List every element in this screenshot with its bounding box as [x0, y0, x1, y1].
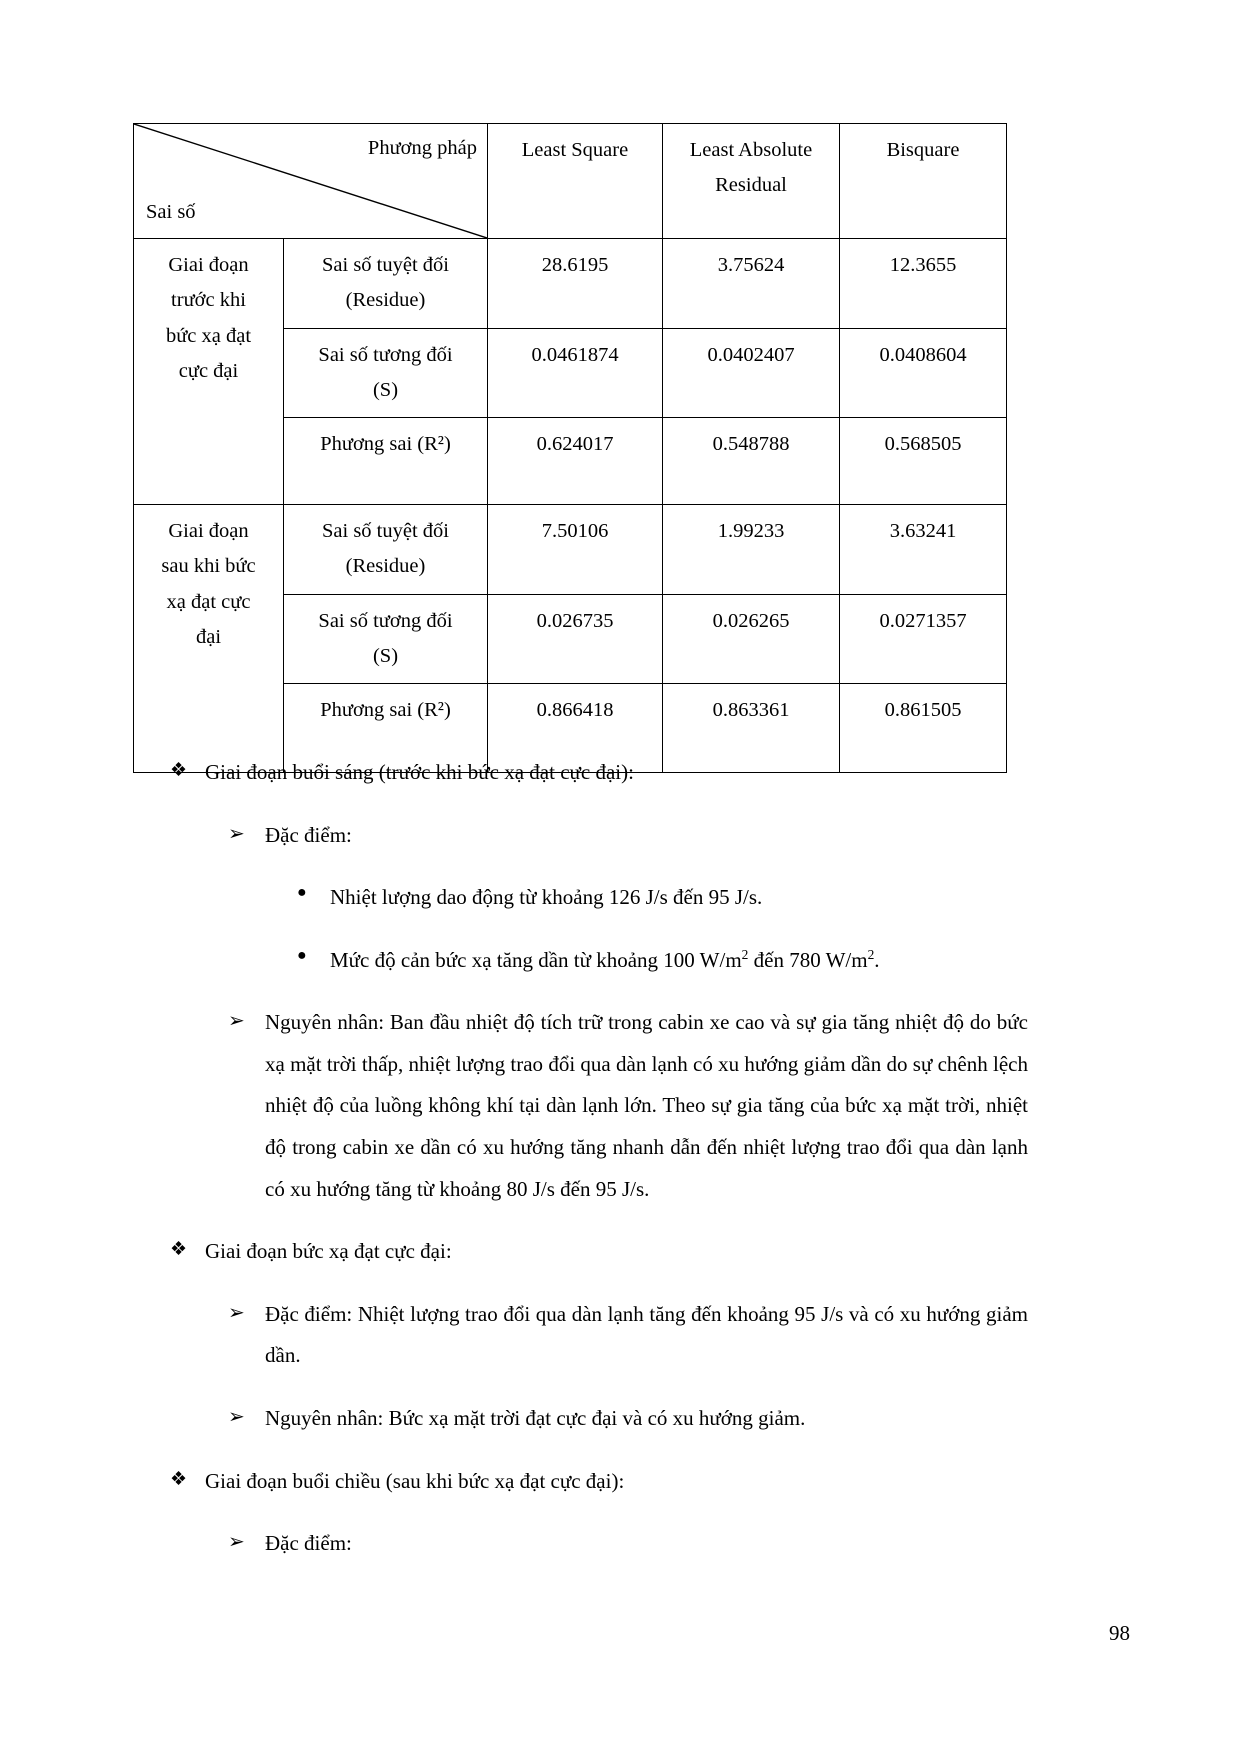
metric-line: Sai số tuyệt đối [322, 254, 449, 276]
group-label-line: bức xạ đạt [165, 324, 252, 347]
cell-value: 12.3655 [840, 239, 1007, 329]
arrow-bullet-icon: ➢ [228, 1010, 245, 1033]
bullet-text: Nguyên nhân: Ban đầu nhiệt độ tích trữ trong cabin xe cao và sự gia tăng nhiệt độ do bức xạ mặt trời thấp, nhiệt lượng trao đổi qua dàn lạnh có xu hướng giảm dần do sự chênh lệch nhiệt độ của luồng không khí tại dàn lạnh lớn. Theo sự gia tăng của bức xạ mặt trời, nhiệt độ trong cabin xe dần có xu hướng tăng nhanh dẫn đến nhiệt lượng trao đổi qua dàn lạnh có xu hướng tăng từ khoảng 80 J/s đến 95 J/s. [265, 1010, 1028, 1201]
cell-value: 0.0271357 [840, 594, 1007, 684]
cell-value: 7.50106 [488, 505, 663, 595]
unit-superscript: 2 [867, 946, 875, 962]
diamond-bullet-icon: ❖ [170, 1468, 188, 1490]
group-label-line: trước khi [171, 289, 246, 312]
cell-value: 0.026265 [663, 594, 840, 684]
bullet-text: Giai đoạn buổi chiều (sau khi bức xạ đạt cực đại): [205, 1468, 625, 1493]
bullet-section-peak [0, 1231, 1240, 1273]
dot-bullet-icon: ● [297, 946, 307, 964]
diamond-bullet-icon: ❖ [170, 1239, 188, 1261]
diamond-bullet-icon: ❖ [170, 760, 188, 781]
metric-line: (Residue) [345, 555, 426, 578]
table-header-row [134, 124, 1007, 239]
cell-value: 0.861505 [840, 684, 1007, 773]
comparison-table-container [133, 123, 1006, 773]
arrow-bullet-icon: ➢ [228, 1405, 245, 1428]
group-label-line: cực đại [178, 359, 239, 382]
metric-line: (Residue) [345, 289, 426, 312]
group-label-before-peak [134, 239, 284, 505]
bullet-morning-cause [0, 1002, 1240, 1210]
group-label-line: xạ đạt cực [166, 590, 251, 613]
arrow-bullet-icon: ➢ [228, 1531, 245, 1554]
bullet-text: Giai đoạn bức xạ đạt cực đại: [205, 1239, 452, 1264]
cell-value: 0.624017 [488, 418, 663, 505]
bullet-morning-feature-1 [0, 877, 1240, 919]
unit-superscript: 2 [741, 946, 749, 962]
bullet-peak-cause [0, 1398, 1240, 1440]
table-row [134, 239, 1007, 329]
bullet-text: Đặc điểm: Nhiệt lượng trao đổi qua dàn lạnh tăng đến khoảng 95 J/s và có xu hướng giảm dần. [265, 1301, 1028, 1368]
cell-value: 0.0461874 [488, 328, 663, 418]
dot-bullet-icon: ● [297, 884, 307, 902]
error-comparison-table [133, 123, 1007, 773]
bullet-text: Đặc điểm: [265, 822, 352, 847]
bullet-morning-feature-2 [0, 940, 1240, 982]
cell-value: 28.6195 [488, 239, 663, 329]
table-row [134, 505, 1007, 595]
bullet-text: Giai đoạn buổi sáng (trước khi bức xạ đạt cực đại): [205, 760, 634, 784]
arrow-bullet-icon: ➢ [228, 1301, 245, 1324]
cell-value: 0.866418 [488, 684, 663, 773]
bullet-text: Đặc điểm: [265, 1531, 352, 1556]
diagonal-header-cell [134, 124, 488, 239]
group-label-line: Giai đoạn [168, 520, 249, 542]
metric-label-residue [284, 505, 488, 595]
bullet-text-part: Mức độ cản bức xạ tăng dần từ khoảng 100 W/m [330, 947, 742, 972]
cell-value: 3.63241 [840, 505, 1007, 595]
cell-value: 0.548788 [663, 418, 840, 505]
header-bisquare: Bisquare [840, 124, 1007, 239]
metric-label-relative-error [284, 594, 488, 684]
group-label-line: sau khi bức [161, 555, 256, 578]
page-number: 98 [1109, 1621, 1130, 1645]
metric-line: Sai số tương đối [318, 609, 453, 632]
bullet-morning-features-label [0, 815, 1240, 857]
metric-label-residue [284, 239, 488, 329]
cell-value: 0.0408604 [840, 328, 1007, 418]
group-label-line: Giai đoạn [168, 254, 249, 276]
metric-line: (S) [372, 644, 399, 667]
bullet-text: Nguyên nhân: Bức xạ mặt trời đạt cực đại và có xu hướng giảm. [265, 1405, 806, 1430]
cell-value: 0.863361 [663, 684, 840, 773]
bullet-section-morning [0, 752, 1240, 794]
bullet-afternoon-features-label [0, 1523, 1240, 1565]
metric-label-relative-error [284, 328, 488, 418]
cell-value: 0.026735 [488, 594, 663, 684]
bullet-section-afternoon [0, 1461, 1240, 1503]
header-method-label: Phương pháp [367, 137, 477, 159]
metric-label-variance: Phương sai (R²) [284, 684, 488, 773]
metric-line: (S) [372, 378, 399, 401]
group-label-after-peak [134, 505, 284, 773]
header-error-label: Sai số [146, 200, 196, 223]
cell-value: 0.568505 [840, 418, 1007, 505]
body-content [0, 752, 1240, 1586]
cell-value: 0.0402407 [663, 328, 840, 418]
header-least-square: Least Square [488, 124, 663, 239]
arrow-bullet-icon: ➢ [228, 822, 245, 845]
group-label-line: đại [195, 625, 222, 648]
cell-value: 3.75624 [663, 239, 840, 329]
metric-line: Sai số tương đối [318, 343, 453, 366]
metric-label-variance: Phương sai (R²) [284, 418, 488, 505]
cell-value: 1.99233 [663, 505, 840, 595]
bullet-text-part: đến 780 W/m [748, 947, 868, 972]
metric-line: Sai số tuyệt đối [322, 520, 449, 542]
header-least-absolute-residual: Least Absolute Residual [663, 124, 840, 239]
bullet-text: Nhiệt lượng dao động từ khoảng 126 J/s đến 95 J/s. [330, 885, 763, 910]
bullet-text-part: . [874, 947, 880, 972]
bullet-peak-features [0, 1294, 1240, 1377]
